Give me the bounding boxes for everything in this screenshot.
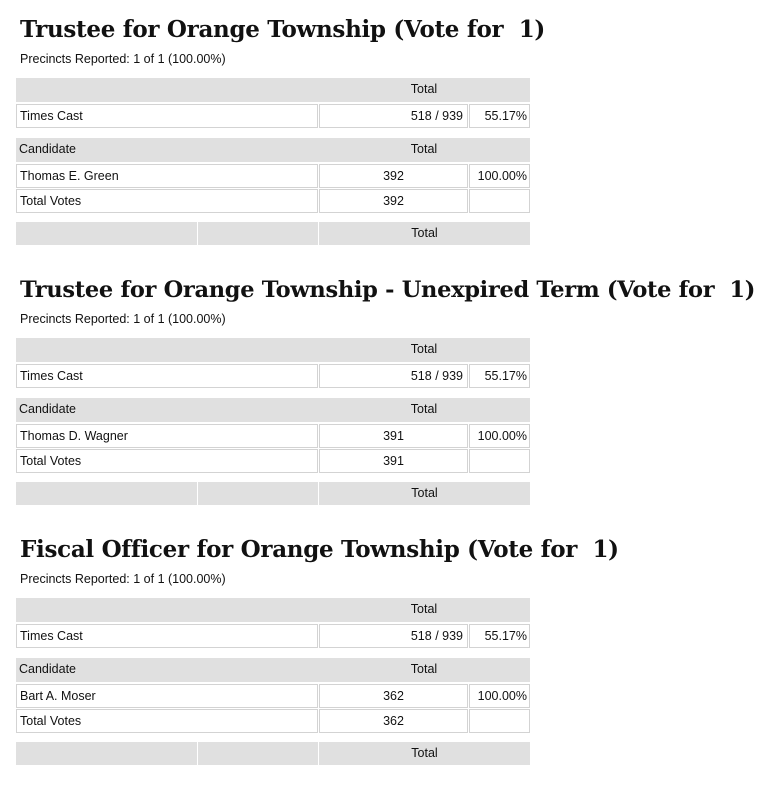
times-cast-header-blank bbox=[16, 78, 318, 102]
candidate-votes: 362 bbox=[319, 684, 468, 708]
total-votes-value: 391 bbox=[319, 449, 468, 473]
footer-total: Total bbox=[319, 222, 530, 245]
times-cast-total-header: Total bbox=[318, 78, 530, 102]
times-cast-header-blank bbox=[16, 598, 318, 622]
race-section bbox=[0, 14, 772, 250]
times-cast-value: 518 / 939 bbox=[319, 104, 468, 128]
candidate-name: Thomas E. Green bbox=[16, 164, 318, 188]
candidate-percent: 100.00% bbox=[469, 684, 530, 708]
candidate-votes: 391 bbox=[319, 424, 468, 448]
times-cast-label: Times Cast bbox=[16, 104, 318, 128]
footer-blank-middle bbox=[198, 222, 318, 245]
times-cast-percent: 55.17% bbox=[469, 624, 530, 648]
candidate-total-header: Total bbox=[318, 658, 530, 682]
total-votes-percent-blank bbox=[469, 189, 530, 213]
times-cast-header-blank bbox=[16, 338, 318, 362]
times-cast-label: Times Cast bbox=[16, 624, 318, 648]
candidate-name: Bart A. Moser bbox=[16, 684, 318, 708]
total-votes-label: Total Votes bbox=[16, 709, 318, 733]
precincts-reported: Precincts Reported: 1 of 1 (100.00%) bbox=[20, 52, 226, 66]
race-title: Fiscal Officer for Orange Township (Vote for 1) bbox=[20, 536, 619, 563]
times-cast-total-header: Total bbox=[318, 598, 530, 622]
footer-blank-middle bbox=[198, 742, 318, 765]
race-title: Trustee for Orange Township (Vote for 1) bbox=[20, 16, 545, 43]
times-cast-value: 518 / 939 bbox=[319, 364, 468, 388]
race-section bbox=[0, 274, 772, 510]
candidate-total-header: Total bbox=[318, 398, 530, 422]
times-cast-value: 518 / 939 bbox=[319, 624, 468, 648]
footer-blank-left bbox=[16, 222, 197, 245]
candidate-name: Thomas D. Wagner bbox=[16, 424, 318, 448]
total-votes-value: 362 bbox=[319, 709, 468, 733]
footer-blank-left bbox=[16, 742, 197, 765]
total-votes-percent-blank bbox=[469, 449, 530, 473]
footer-blank-middle bbox=[198, 482, 318, 505]
footer-total: Total bbox=[319, 482, 530, 505]
precincts-reported: Precincts Reported: 1 of 1 (100.00%) bbox=[20, 312, 226, 326]
total-votes-value: 392 bbox=[319, 189, 468, 213]
race-title: Trustee for Orange Township - Unexpired Term (Vote for 1) bbox=[20, 277, 756, 303]
candidate-header: Candidate bbox=[16, 658, 318, 682]
times-cast-percent: 55.17% bbox=[469, 364, 530, 388]
total-votes-label: Total Votes bbox=[16, 189, 318, 213]
candidate-percent: 100.00% bbox=[469, 164, 530, 188]
candidate-header: Candidate bbox=[16, 138, 318, 162]
times-cast-total-header: Total bbox=[318, 338, 530, 362]
total-votes-percent-blank bbox=[469, 709, 530, 733]
times-cast-label: Times Cast bbox=[16, 364, 318, 388]
candidate-header: Candidate bbox=[16, 398, 318, 422]
total-votes-label: Total Votes bbox=[16, 449, 318, 473]
footer-total: Total bbox=[319, 742, 530, 765]
race-section bbox=[0, 534, 772, 770]
precincts-reported: Precincts Reported: 1 of 1 (100.00%) bbox=[20, 572, 226, 586]
times-cast-percent: 55.17% bbox=[469, 104, 530, 128]
candidate-votes: 392 bbox=[319, 164, 468, 188]
candidate-percent: 100.00% bbox=[469, 424, 530, 448]
footer-blank-left bbox=[16, 482, 197, 505]
candidate-total-header: Total bbox=[318, 138, 530, 162]
